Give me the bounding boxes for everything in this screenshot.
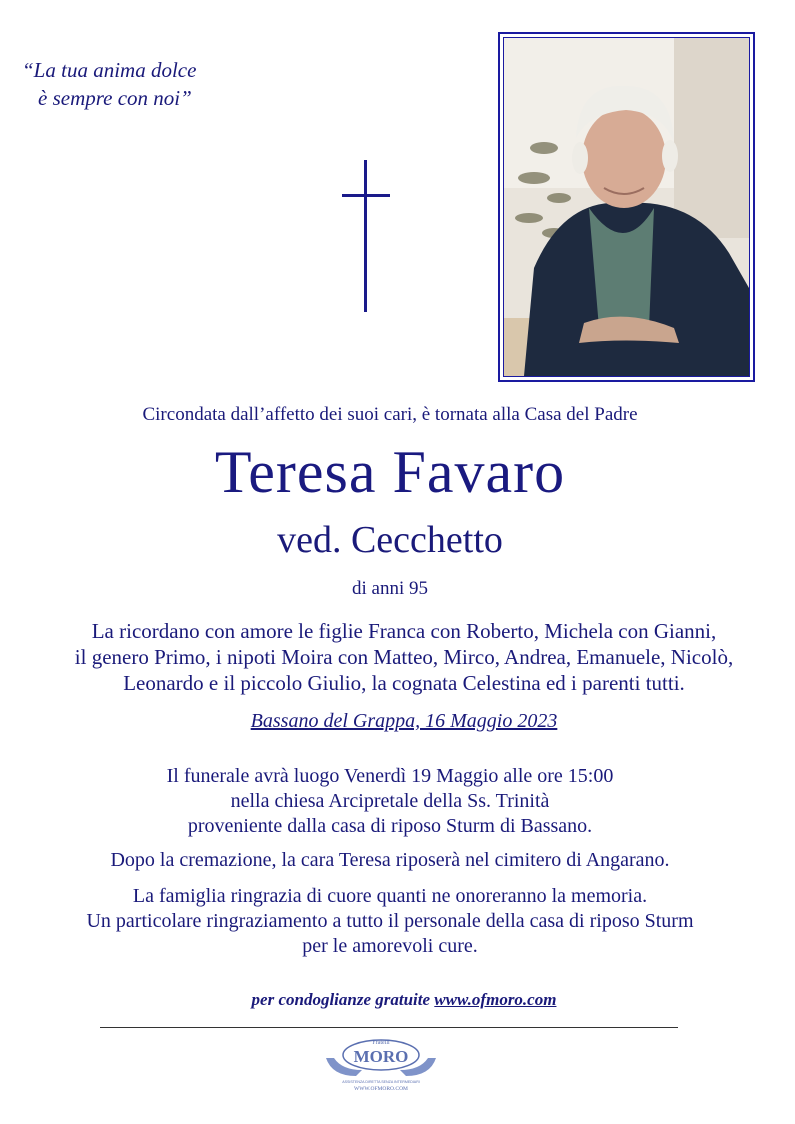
- remembered-line: Leonardo e il piccolo Giulio, la cognata Celestina ed i parenti tutti.: [123, 671, 685, 695]
- thanks-line: Un particolare ringraziamento a tutto il personale della casa di riposo Sturm: [86, 910, 694, 932]
- logo-top: Fratelli: [372, 1040, 390, 1046]
- quote: [22, 56, 232, 112]
- deceased-name: Teresa Favaro: [214, 439, 566, 505]
- place-date: Bassano del Grappa, 16 Maggio 2023: [250, 710, 558, 732]
- portrait-image: [504, 38, 749, 376]
- remembered-line: il genero Primo, i nipoti Moira con Matteo, Mirco, Andrea, Emanuele, Nicolò,: [74, 645, 734, 669]
- quote-line-2: è sempre con noi”: [38, 86, 192, 110]
- logo-url: WWW.OFMORO.COM: [354, 1086, 408, 1092]
- cremation-info: Dopo la cremazione, la cara Teresa riposerà nel cimitero di Angarano.: [110, 849, 670, 871]
- remembered-by: [0, 618, 795, 696]
- condolences-text: per condoglianze gratuite: [251, 990, 431, 1009]
- thanks: [0, 884, 780, 959]
- divider: [100, 1027, 678, 1028]
- funeral-line: proveniente dalla casa di riposo Sturm di Bassano.: [187, 815, 593, 837]
- widow-of: ved. Cecchetto: [277, 519, 503, 561]
- logo-tagline: ASSISTENZA DIRETTA SENZA INTERMEDIARI: [342, 1080, 420, 1084]
- remembered-line: La ricordano con amore le figlie Franca con Roberto, Michela con Gianni,: [91, 619, 717, 643]
- moro-logo: [322, 1036, 440, 1094]
- condolences: [0, 990, 795, 1010]
- funeral-line: Il funerale avrà luogo Venerdì 19 Maggio alle ore 15:00: [166, 765, 614, 787]
- portrait-photo: [498, 32, 755, 382]
- thanks-line: per le amorevoli cure.: [302, 935, 478, 957]
- age: di anni 95: [352, 578, 428, 599]
- quote-line-1: “La tua anima dolce: [22, 58, 197, 82]
- funeral-info: [0, 764, 780, 839]
- condolences-link[interactable]: www.ofmoro.com: [434, 990, 557, 1009]
- intro-text: Circondata dall’affetto dei suoi cari, è tornata alla Casa del Padre: [142, 404, 638, 425]
- cross-icon: [342, 160, 390, 312]
- funeral-line: nella chiesa Arcipretale della Ss. Trinità: [230, 790, 550, 812]
- thanks-line: La famiglia ringrazia di cuore quanti ne onoreranno la memoria.: [132, 885, 648, 907]
- logo-brand: MORO: [353, 1047, 409, 1066]
